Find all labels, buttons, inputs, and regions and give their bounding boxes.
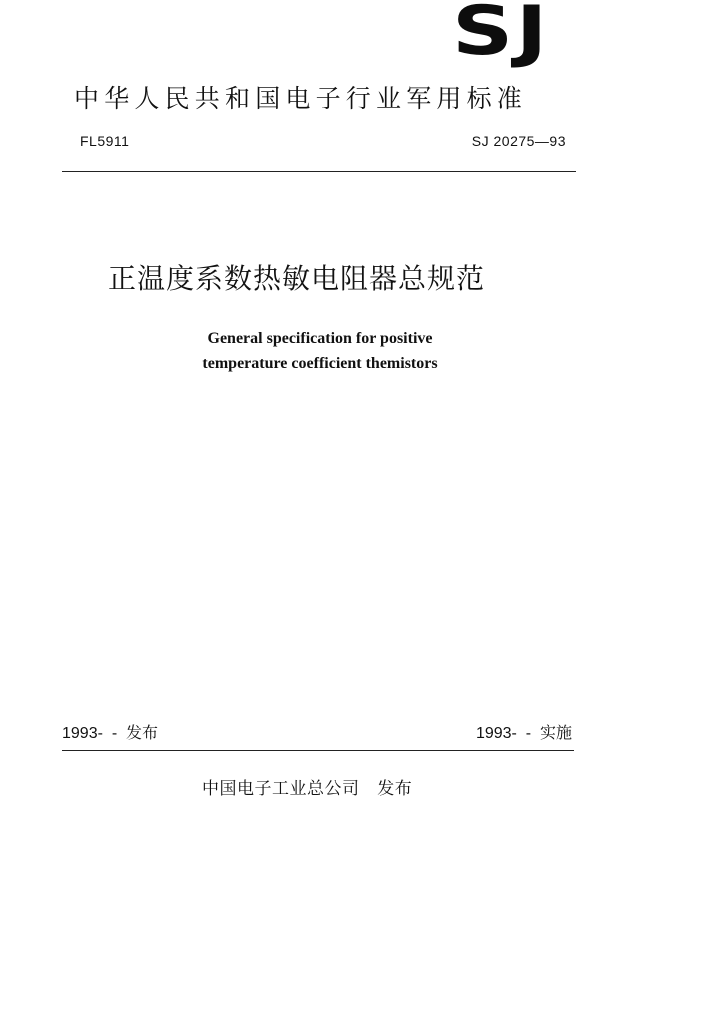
issue-date: 1993- - 发布 [62, 725, 159, 742]
classification-code: FL5911 [80, 133, 130, 149]
document-title-en [180, 326, 460, 376]
sj-logo: SJ [452, 0, 550, 71]
document-title-en-line2: temperature coefficient themistors [202, 355, 438, 372]
standard-number: SJ 20275—93 [471, 133, 566, 149]
footer-divider [62, 750, 574, 751]
publisher: 中国电子工业总公司 发布 [202, 779, 413, 799]
header-divider [62, 171, 576, 172]
standard-category-title: 中华人民共和国电子行业军用标准 [74, 84, 528, 113]
document-title-en-line1: General specification for positive [207, 330, 433, 347]
document-title-cn: 正温度系数热敏电阻器总规范 [108, 262, 486, 295]
effective-date: 1993- - 实施 [475, 725, 572, 742]
